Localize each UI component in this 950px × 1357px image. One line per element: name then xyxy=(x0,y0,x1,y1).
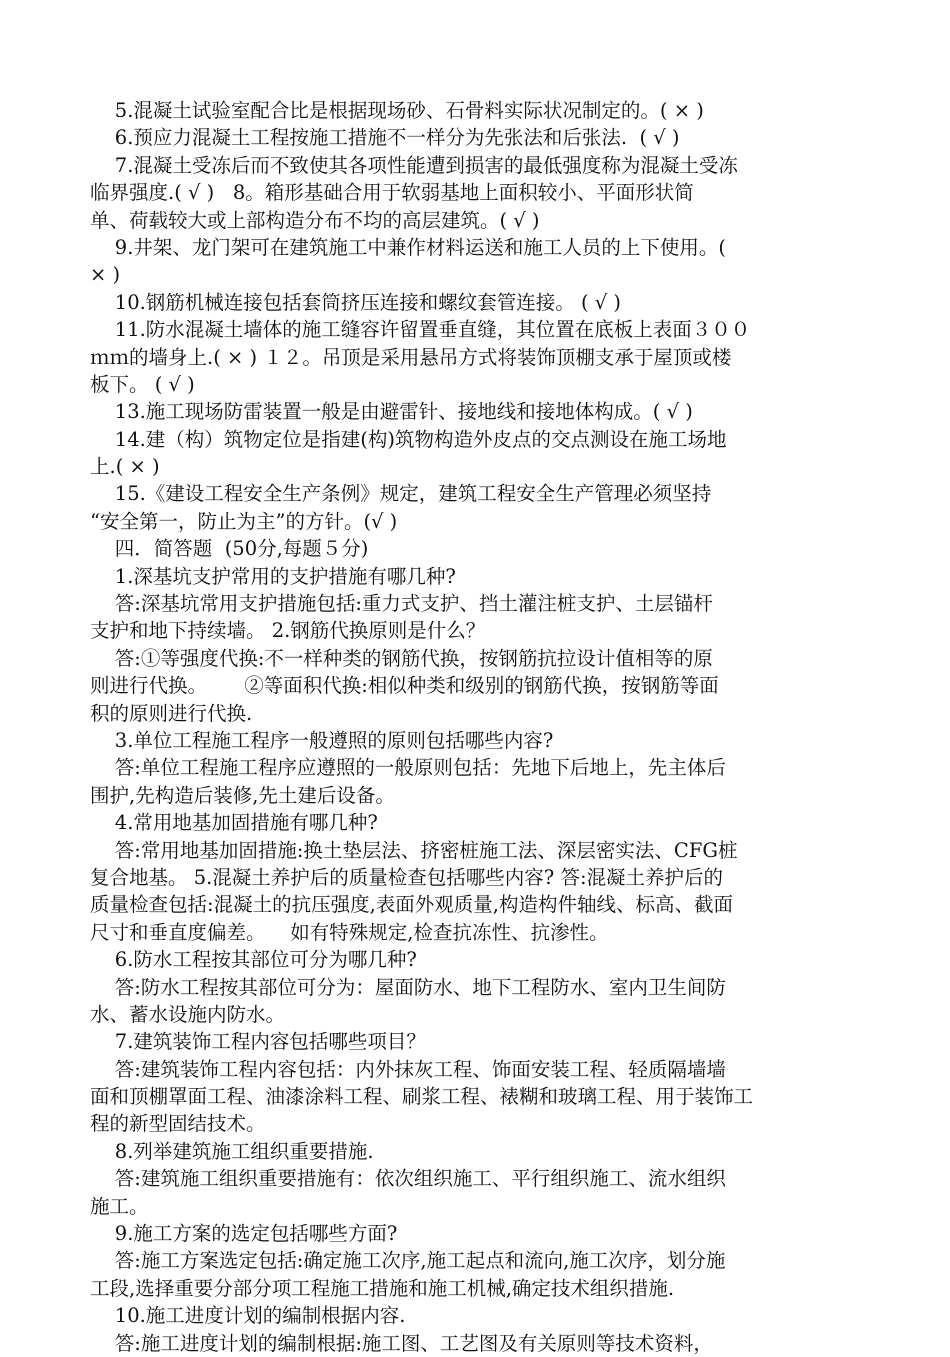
text-line: 施工。 xyxy=(90,1194,149,1218)
answer-line: 答:建筑装饰工程内容包括：内外抹灰工程、饰面安装工程、轻质隔墙墙 xyxy=(90,1057,726,1081)
answer-line: 答:建筑施工组织重要措施有：依次组织施工、平行组织施工、流水组织 xyxy=(90,1167,726,1191)
text-line: ｍｍ的墙身上.( × ) １２。吊顶是采用悬吊方式将装饰顶棚支承于屋顶或楼 xyxy=(90,345,732,369)
question-line: 1.深基坑支护常用的支护措施有哪几种? xyxy=(90,564,456,588)
text-line: 上.( × ) xyxy=(90,455,160,479)
section-heading: 四．简答题 (50分,每题５分) xyxy=(90,537,369,561)
text-line: 板下。 ( √ ) xyxy=(90,372,195,396)
text-line: 水、蓄水设施内防水。 xyxy=(90,1002,286,1026)
question-line: 4.常用地基加固措施有哪几种? xyxy=(90,811,378,835)
question-line: 6.防水工程按其部位可分为哪几种? xyxy=(90,948,417,972)
answer-line: 答:防水工程按其部位可分为：屋面防水、地下工程防水、室内卫生间防 xyxy=(90,975,726,999)
question-line: 8.列举建筑施工组织重要措施. xyxy=(90,1139,374,1163)
text-line: 6.预应力混凝土工程按施工措施不一样分为先张法和后张法. ( √ ) xyxy=(90,126,680,150)
text-line: 程的新型固结技术。 xyxy=(90,1112,266,1136)
text-line: 工段,选择重要分部分项工程施工措施和施工机械,确定技术组织措施. xyxy=(90,1276,675,1300)
text-line: 14.建（构）筑物定位是指建(构)筑物构造外皮点的交点测设在施工场地 xyxy=(90,427,727,451)
question-line: 3.单位工程施工程序一般遵照的原则包括哪些内容? xyxy=(90,728,554,752)
question-line: 7.建筑装饰工程内容包括哪些项目？ xyxy=(90,1030,426,1054)
text-line: 积的原则进行代换. xyxy=(90,701,253,725)
text-line: 15.《建设工程安全生产条例》规定，建筑工程安全生产管理必须坚持 xyxy=(90,482,712,506)
answer-line: 答:施工方案选定包括:确定施工次序,施工起点和流向,施工次序，划分施 xyxy=(90,1249,726,1273)
text-line: 9.井架、龙门架可在建筑施工中兼作材料运送和施工人员的上下使用。( xyxy=(90,235,727,259)
document-body xyxy=(90,97,860,1357)
answer-line: 答:单位工程施工程序应遵照的一般原则包括：先地下后地上，先主体后 xyxy=(90,756,726,780)
text-line: 5.混凝土试验室配合比是根据现场砂、石骨料实际状况制定的。( × ) xyxy=(90,99,704,122)
text-line: 7.混凝土受冻后而不致使其各项性能遭到损害的最低强度称为混凝土受冻 xyxy=(90,153,738,177)
answer-line: 答:①等强度代换:不一样种类的钢筋代换，按钢筋抗拉设计值相等的原 xyxy=(90,646,713,670)
text-line: 10.钢筋机械连接包括套筒挤压连接和螺纹套管连接。 ( √ ) xyxy=(90,290,622,314)
text-line: 支护和地下持续墙。 2.钢筋代换原则是什么？ xyxy=(90,619,486,643)
text-line: 围护,先构造后装修,先土建后设备。 xyxy=(90,783,395,807)
text-line: 则进行代换。 ②等面积代换:相似种类和级别的钢筋代换，按钢筋等面 xyxy=(90,674,719,698)
text-line: 复合地基。 5.混凝土养护后的质量检查包括哪些内容? 答:混凝土养护后的 xyxy=(90,865,724,889)
text-line: 尺寸和垂直度偏差。 如有特殊规定,检查抗冻性、抗渗性。 xyxy=(90,920,609,944)
text-line: × ) xyxy=(90,263,121,287)
answer-line: 答:深基坑常用支护措施包括:重力式支护、挡土灌注桩支护、土层锚杆 xyxy=(90,592,713,616)
text-line: 11.防水混凝土墙体的施工缝容许留置垂直缝，其位置在底板上表面３００ xyxy=(90,318,751,342)
text-line: 临界强度.( √ ) 8。箱形基础合用于软弱基地上面积较小、平面形状简 xyxy=(90,181,694,205)
text-line: 单、荷载较大或上部构造分布不均的高层建筑。( √ ) xyxy=(90,208,540,232)
text-line: 质量检查包括:混凝土的抗压强度,表面外观质量,构造构件轴线、标高、截面 xyxy=(90,893,733,917)
text-line: “安全第一，防止为主”的方针。(√ ) xyxy=(90,509,398,533)
answer-line: 答:常用地基加固措施:换土垫层法、挤密桩施工法、深层密实法、CFG桩 xyxy=(90,838,738,862)
text-line: 面和顶棚罩面工程、油漆涂料工程、刷浆工程、裱糊和玻璃工程、用于装饰工 xyxy=(90,1085,754,1109)
answer-line: 答:施工进度计划的编制根据:施工图、工艺图及有关原则等技术资料， xyxy=(90,1331,713,1355)
question-line: 9.施工方案的选定包括哪些方面? xyxy=(90,1222,398,1246)
text-line: 13.施工现场防雷装置一般是由避雷针、接地线和接地体构成。( √ ) xyxy=(90,400,693,424)
question-line: 10.施工进度计划的编制根据内容. xyxy=(90,1304,406,1328)
